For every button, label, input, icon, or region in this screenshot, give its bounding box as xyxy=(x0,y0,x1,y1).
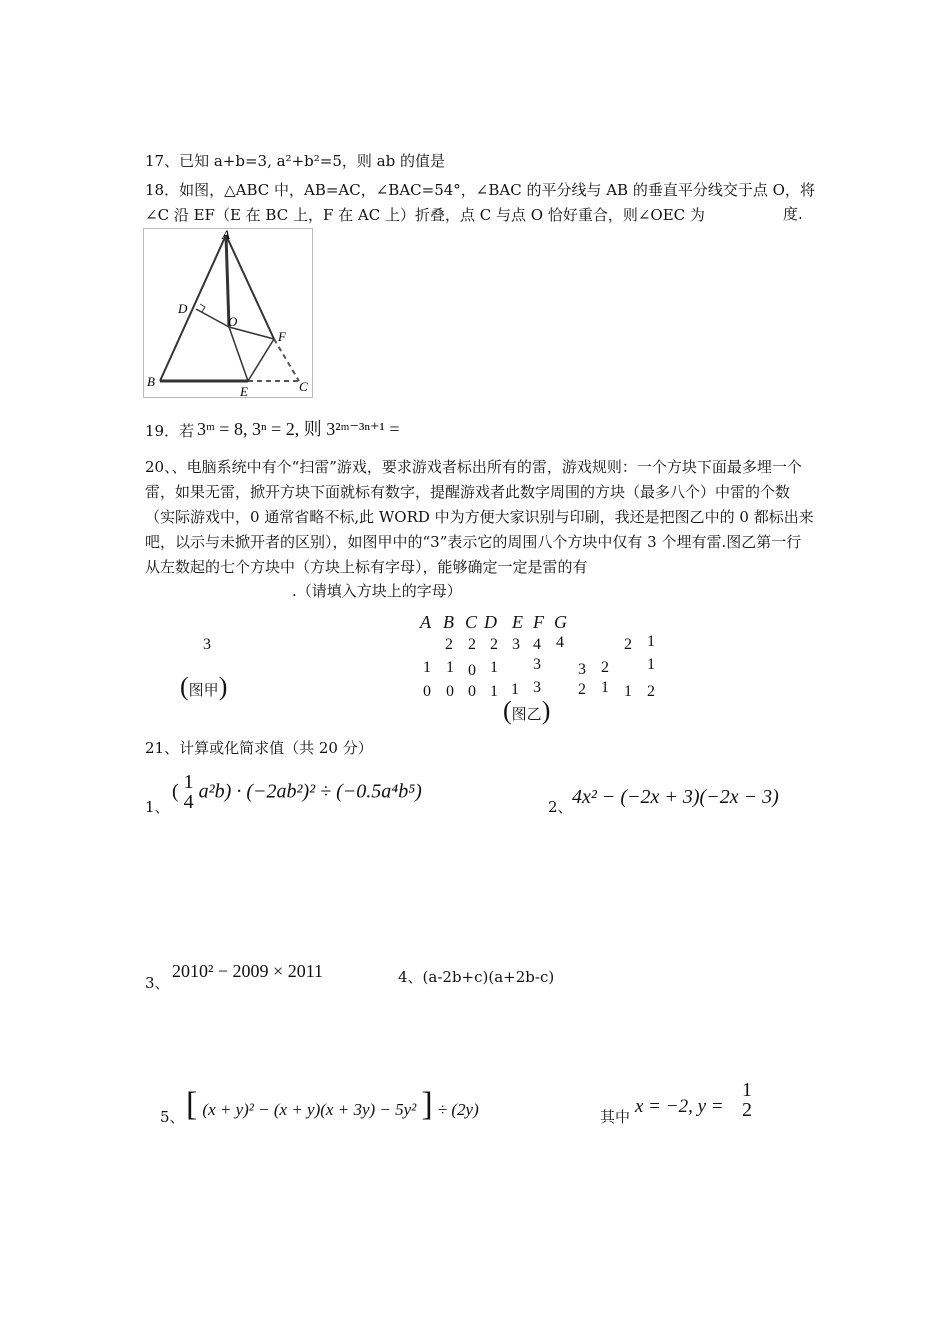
grid-cell: 1 xyxy=(490,683,498,700)
frac-num: 1 xyxy=(742,1079,752,1101)
grid-cell: 1 xyxy=(490,659,498,676)
grid-cell: 2 xyxy=(445,636,453,653)
grid-cell: 4 xyxy=(556,634,564,651)
frac-den: 4 xyxy=(183,791,194,813)
label-e: E xyxy=(240,384,248,397)
fig-yi-lparen: ( xyxy=(503,696,512,725)
fig-jia-rparen: ) xyxy=(218,672,228,701)
segment-ef xyxy=(248,339,274,381)
frac-den: 2 xyxy=(742,1099,752,1121)
grid-cell: 0 xyxy=(468,683,476,700)
grid-cell: 2 xyxy=(647,683,655,700)
grid-cell: 4 xyxy=(533,636,541,653)
letter-c: C xyxy=(465,612,478,632)
fig-yi-label: 图乙 xyxy=(511,705,542,723)
part-3-label: 3、 xyxy=(145,974,170,992)
fig-jia-caption xyxy=(180,672,227,702)
grid-cell: 1 xyxy=(647,656,655,673)
grid-cell: 2 xyxy=(468,636,476,653)
part-3-expr: 2010² − 2009 × 2011 xyxy=(172,961,324,981)
grid-cell: 3 xyxy=(533,679,541,696)
fraction-one-half xyxy=(742,1080,752,1120)
fig-jia-label: 图甲 xyxy=(188,681,219,699)
fig-jia-lparen: ( xyxy=(180,672,189,701)
part-2-label: 2、 xyxy=(548,798,573,816)
label-a: A xyxy=(222,229,230,242)
grid-cell: 1 xyxy=(601,679,609,696)
grid-cell: 1 xyxy=(446,659,454,676)
segment-do xyxy=(196,309,229,327)
grid-cell: 2 xyxy=(578,681,586,698)
grid-cell: 0 xyxy=(468,662,476,679)
letter-d: D xyxy=(484,612,497,632)
grid-cell: 2 xyxy=(601,659,609,676)
question-19-label: 19．若 xyxy=(145,422,195,440)
part-4-expr: 4、(a-2b+c)(a+2b-c) xyxy=(398,968,555,986)
label-o: O xyxy=(228,314,238,329)
grid-cell: 2 xyxy=(490,636,498,653)
open-bracket: [ xyxy=(186,1086,198,1123)
part-1-open-paren: ( xyxy=(172,780,179,803)
question-20-tail: .（请填入方块上的字母） xyxy=(292,582,462,600)
label-d: D xyxy=(178,301,188,316)
grid-cell: 1 xyxy=(511,681,519,698)
close-bracket: ] xyxy=(421,1086,433,1123)
grid-cell: 1 xyxy=(624,683,632,700)
grid-cell: 0 xyxy=(423,683,431,700)
grid-cell: 3 xyxy=(533,656,541,673)
part-2-expr: 4x² − (−2x + 3)(−2x − 3) xyxy=(572,786,779,808)
question-20-text xyxy=(145,455,815,580)
part-1-expr xyxy=(172,772,422,812)
label-b: B xyxy=(147,374,155,389)
segment-oe xyxy=(229,327,248,381)
question-21-title: 21、计算或化简求值（共 20 分） xyxy=(145,739,373,757)
grid-cell: 0 xyxy=(446,683,454,700)
question-20-body: 20、、电脑系统中有个“扫雷”游戏，要求游戏者标出所有的雷，游戏规则：一个方块下面最多埋一个雷，如果无雷，掀开方块下面就标有数字，提醒游戏者此数字周围的方块（最多八个）中雷的个数（实际游戏中，0 通常省略不标,此 WORD 中为方便大家识别与印刷，我还是把图乙中的 0 都标出来吧，以示与未掀开者的区别），如图甲中的“3”表示它的周围八个方块中仅有 3 个埋有雷.图乙第一行从左数起的七个方块中（方块上标有字母），能够确定一定是雷的有 xyxy=(145,458,814,576)
question-17: 17、已知 a+b=3, a²+b²=5，则 ab 的值是 xyxy=(145,152,445,170)
grid-cell: 1 xyxy=(647,633,655,650)
question-18-unit: 度. xyxy=(783,205,803,223)
part-5-label: 5、 xyxy=(160,1108,185,1126)
part-5-divisor: ÷ (2y) xyxy=(437,1100,479,1119)
part-1-body: a²b) · (−2ab²)² ÷ (−0.5a⁴b⁵) xyxy=(198,780,422,803)
side-ab xyxy=(160,235,226,381)
triangle-diagram xyxy=(144,229,312,397)
letter-a: A xyxy=(420,612,431,632)
question-18-body: 18．如图，△ABC 中，AB=AC，∠BAC=54°，∠BAC 的平分线与 AB 的垂直平分线交于点 O，将∠C 沿 EF（E 在 BC 上，F 在 AC 上）折叠，点 C 与点 O 恰好重合，则∠OEC 为 xyxy=(145,181,815,224)
part-5-condition-label: 其中 xyxy=(600,1108,631,1126)
part-1-label: 1、 xyxy=(145,798,170,816)
grid-cell: 3 xyxy=(512,636,520,653)
fig-yi-rparen: ) xyxy=(541,696,551,725)
frac-num: 1 xyxy=(183,771,194,793)
triangle-figure xyxy=(143,228,313,398)
fig-jia-number: 3 xyxy=(203,636,211,653)
letter-f: F xyxy=(533,612,544,632)
fraction-one-quarter xyxy=(184,772,194,812)
grid-cell: 1 xyxy=(423,659,431,676)
letter-b: B xyxy=(443,612,454,632)
grid-cell: 3 xyxy=(578,661,586,678)
part-5-expr xyxy=(186,1086,479,1124)
part-5-values: x = −2, y = xyxy=(635,1096,724,1117)
label-c: C xyxy=(299,379,308,394)
label-f: F xyxy=(278,329,286,344)
fig-yi-caption xyxy=(503,696,550,726)
letter-e: E xyxy=(512,612,523,632)
grid-cell: 2 xyxy=(624,636,632,653)
dashed-fc xyxy=(274,339,299,381)
part-5-body: (x + y)² − (x + y)(x + 3y) − 5y² xyxy=(202,1100,417,1119)
letter-g: G xyxy=(554,612,567,632)
question-18-text xyxy=(145,178,815,228)
question-19-expr: 3ᵐ = 8, 3ⁿ = 2, 则 3²ᵐ⁻³ⁿ⁺¹ = xyxy=(197,419,400,439)
